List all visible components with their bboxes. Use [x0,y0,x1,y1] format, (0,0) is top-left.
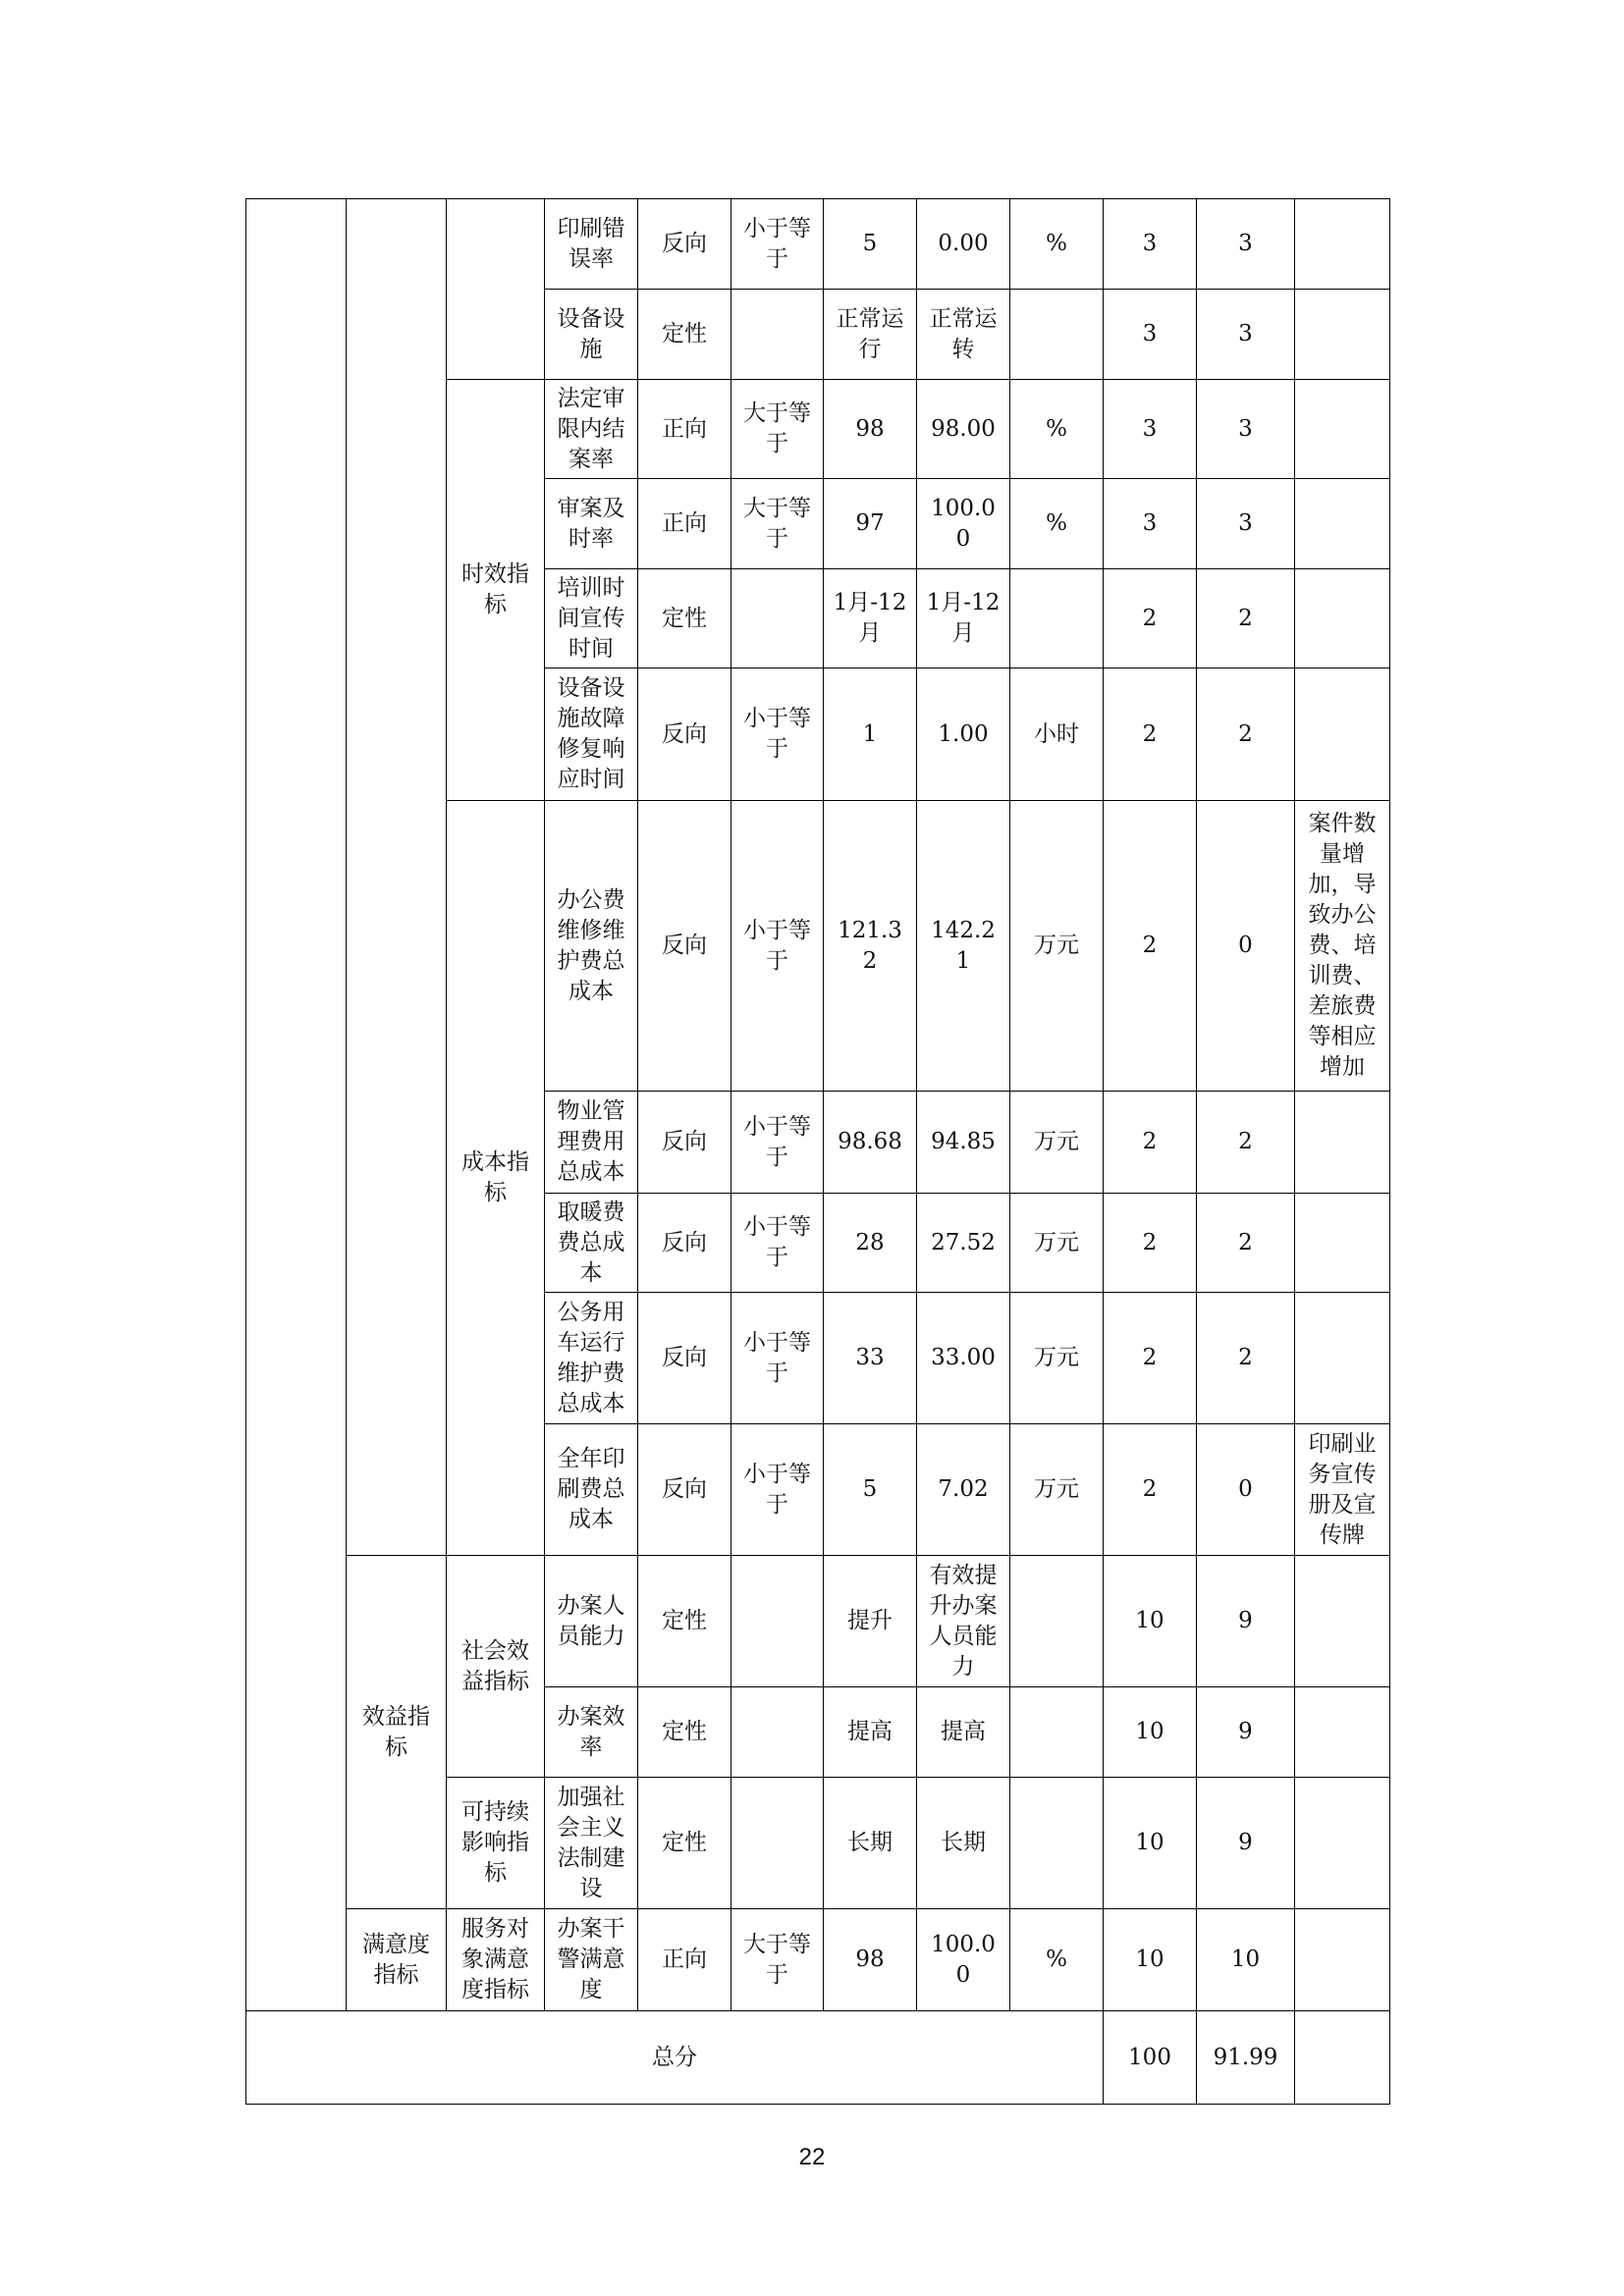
actual-cell: 提高 [917,1687,1010,1778]
score-cell: 3 [1197,199,1295,290]
score-cell: 0 [1197,801,1295,1092]
level2-cell: 效益指标 [347,1556,447,1909]
actual-cell: 有效提升办案人员能力 [917,1556,1010,1687]
table-row [246,199,1390,290]
direction-cell: 定性 [638,1687,731,1778]
unit-cell: % [1010,380,1104,479]
operator-cell [731,569,824,668]
actual-cell: 100.00 [917,1909,1010,2011]
direction-cell: 反向 [638,1092,731,1194]
score-cell: 9 [1197,1687,1295,1778]
indicator-name: 取暖费费总成本 [545,1194,638,1293]
target-cell: 98 [824,1909,917,2011]
indicator-name: 公务用车运行维护费总成本 [545,1293,638,1424]
indicator-name: 培训时间宣传时间 [545,569,638,668]
level3-cell: 成本指标 [447,801,545,1556]
operator-cell: 小于等于 [731,1194,824,1293]
unit-cell: % [1010,479,1104,569]
target-cell: 97 [824,479,917,569]
direction-cell: 正向 [638,479,731,569]
indicator-name: 审案及时率 [545,479,638,569]
weight-cell: 3 [1104,199,1197,290]
operator-cell: 大于等于 [731,1909,824,2011]
indicator-name: 办案效率 [545,1687,638,1778]
indicator-name: 加强社会主义法制建设 [545,1778,638,1909]
score-cell: 2 [1197,569,1295,668]
unit-cell [1010,290,1104,380]
actual-cell: 1.00 [917,668,1010,801]
weight-cell: 2 [1104,569,1197,668]
unit-cell [1010,1556,1104,1687]
actual-cell: 7.02 [917,1424,1010,1556]
operator-cell: 大于等于 [731,479,824,569]
table-row [246,1556,1390,1687]
remark-cell [1295,1909,1390,2011]
level3-cell: 可持续影响指标 [447,1778,545,1909]
remark-cell: 案件数量增加，导致办公费、培训费、差旅费等相应增加 [1295,801,1390,1092]
score-cell: 9 [1197,1778,1295,1909]
indicator-name: 物业管理费用总成本 [545,1092,638,1194]
direction-cell: 反向 [638,1194,731,1293]
total-label: 总分 [246,2011,1104,2105]
weight-cell: 2 [1104,801,1197,1092]
unit-cell: 万元 [1010,1424,1104,1556]
remark-cell [1295,1687,1390,1778]
score-cell: 0 [1197,1424,1295,1556]
target-cell: 5 [824,1424,917,1556]
target-cell: 28 [824,1194,917,1293]
score-cell: 3 [1197,479,1295,569]
target-cell: 提升 [824,1556,917,1687]
remark-cell [1295,668,1390,801]
level1-cell [246,199,347,2011]
score-cell: 9 [1197,1556,1295,1687]
remark-cell [1295,199,1390,290]
actual-cell: 94.85 [917,1092,1010,1194]
direction-cell: 正向 [638,380,731,479]
direction-cell: 反向 [638,1424,731,1556]
remark-cell [1295,1293,1390,1424]
weight-cell: 3 [1104,380,1197,479]
target-cell: 121.32 [824,801,917,1092]
target-cell: 提高 [824,1687,917,1778]
indicator-name: 办公费维修维护费总成本 [545,801,638,1092]
direction-cell: 定性 [638,569,731,668]
remark-cell [1295,380,1390,479]
indicator-name: 全年印刷费总成本 [545,1424,638,1556]
actual-cell: 98.00 [917,380,1010,479]
unit-cell: 小时 [1010,668,1104,801]
score-cell: 2 [1197,668,1295,801]
indicator-name: 办案干警满意度 [545,1909,638,2011]
target-cell: 98 [824,380,917,479]
indicator-name: 法定审限内结案率 [545,380,638,479]
indicator-name: 办案人员能力 [545,1556,638,1687]
direction-cell: 反向 [638,1293,731,1424]
performance-table [245,198,1390,2105]
operator-cell: 小于等于 [731,199,824,290]
weight-cell: 10 [1104,1687,1197,1778]
remark-cell [1295,569,1390,668]
operator-cell: 小于等于 [731,1092,824,1194]
total-row [246,2011,1390,2105]
operator-cell [731,290,824,380]
unit-cell [1010,569,1104,668]
target-cell: 1 [824,668,917,801]
unit-cell: 万元 [1010,1092,1104,1194]
weight-cell: 10 [1104,1778,1197,1909]
operator-cell: 小于等于 [731,801,824,1092]
operator-cell [731,1778,824,1909]
weight-cell: 10 [1104,1556,1197,1687]
actual-cell: 长期 [917,1778,1010,1909]
direction-cell: 定性 [638,1778,731,1909]
direction-cell: 定性 [638,1556,731,1687]
indicator-name: 印刷错误率 [545,199,638,290]
operator-cell [731,1556,824,1687]
level2-cell [347,199,447,1556]
operator-cell: 大于等于 [731,380,824,479]
weight-cell: 2 [1104,1424,1197,1556]
target-cell: 33 [824,1293,917,1424]
weight-cell: 2 [1104,668,1197,801]
target-cell: 1月-12月 [824,569,917,668]
unit-cell: % [1010,1909,1104,2011]
direction-cell: 反向 [638,801,731,1092]
actual-cell: 正常运转 [917,290,1010,380]
remark-cell [1295,1556,1390,1687]
level3-cell: 时效指标 [447,380,545,801]
operator-cell: 小于等于 [731,1424,824,1556]
weight-cell: 10 [1104,1909,1197,2011]
unit-cell: 万元 [1010,1293,1104,1424]
unit-cell [1010,1778,1104,1909]
total-score: 91.99 [1197,2011,1295,2105]
remark-cell [1295,1778,1390,1909]
level3-cell: 服务对象满意度指标 [447,1909,545,2011]
level2-cell: 满意度指标 [347,1909,447,2011]
target-cell: 正常运行 [824,290,917,380]
indicator-name: 设备设施故障修复响应时间 [545,668,638,801]
weight-cell: 2 [1104,1293,1197,1424]
actual-cell: 1月-12月 [917,569,1010,668]
page-number: 22 [798,2144,826,2170]
score-cell: 2 [1197,1092,1295,1194]
direction-cell: 反向 [638,668,731,801]
direction-cell: 定性 [638,290,731,380]
weight-cell: 2 [1104,1194,1197,1293]
score-cell: 3 [1197,380,1295,479]
direction-cell: 反向 [638,199,731,290]
target-cell: 98.68 [824,1092,917,1194]
actual-cell: 0.00 [917,199,1010,290]
weight-cell: 3 [1104,479,1197,569]
actual-cell: 27.52 [917,1194,1010,1293]
unit-cell: 万元 [1010,801,1104,1092]
total-weight: 100 [1104,2011,1197,2105]
score-cell: 3 [1197,290,1295,380]
score-cell: 2 [1197,1194,1295,1293]
target-cell: 长期 [824,1778,917,1909]
direction-cell: 正向 [638,1909,731,2011]
score-cell: 10 [1197,1909,1295,2011]
total-remark [1295,2011,1390,2105]
actual-cell: 142.21 [917,801,1010,1092]
weight-cell: 3 [1104,290,1197,380]
weight-cell: 2 [1104,1092,1197,1194]
unit-cell: % [1010,199,1104,290]
level3-cell [447,199,545,380]
level3-cell: 社会效益指标 [447,1556,545,1778]
remark-cell [1295,290,1390,380]
actual-cell: 33.00 [917,1293,1010,1424]
remark-cell [1295,479,1390,569]
operator-cell [731,1687,824,1778]
target-cell: 5 [824,199,917,290]
indicator-name: 设备设施 [545,290,638,380]
remark-cell [1295,1194,1390,1293]
table-row [246,1909,1390,2011]
score-cell: 2 [1197,1293,1295,1424]
unit-cell [1010,1687,1104,1778]
remark-cell: 印刷业务宣传册及宣传牌 [1295,1424,1390,1556]
operator-cell: 小于等于 [731,1293,824,1424]
actual-cell: 100.00 [917,479,1010,569]
operator-cell: 小于等于 [731,668,824,801]
unit-cell: 万元 [1010,1194,1104,1293]
remark-cell [1295,1092,1390,1194]
